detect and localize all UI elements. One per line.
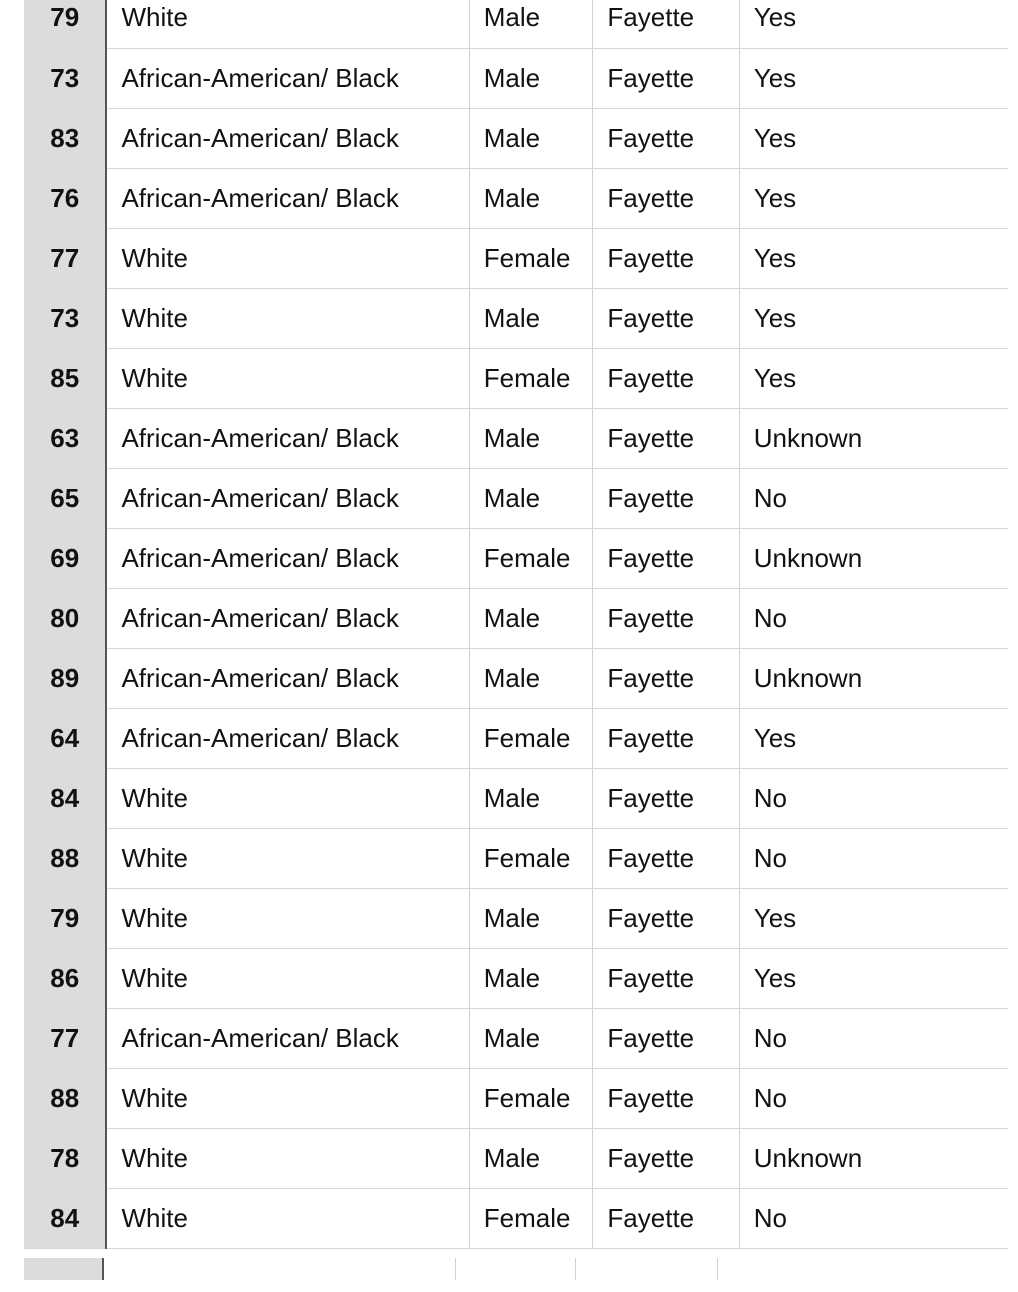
records-table: [24, 0, 1018, 1249]
table-row[interactable]: [24, 468, 1018, 528]
cell-sex[interactable]: Female: [469, 228, 593, 288]
cell-county[interactable]: Fayette: [593, 948, 739, 1008]
cell-vaccinated[interactable]: No: [739, 1068, 1018, 1128]
table-row[interactable]: [24, 1188, 1018, 1248]
cell-race[interactable]: African-American/ Black: [106, 48, 469, 108]
left-margin: [0, 0, 24, 1280]
cell-age[interactable]: 84: [24, 1188, 106, 1248]
cell-sex[interactable]: Male: [469, 288, 593, 348]
table-row[interactable]: [24, 1128, 1018, 1188]
cell-race[interactable]: White: [106, 1068, 469, 1128]
cell-county[interactable]: Fayette: [593, 228, 739, 288]
cell-sex[interactable]: Male: [469, 468, 593, 528]
cell-race[interactable]: White: [106, 1128, 469, 1188]
cell-sex[interactable]: Male: [469, 888, 593, 948]
cell-vaccinated[interactable]: Unknown: [739, 648, 1018, 708]
cell-age[interactable]: 65: [24, 468, 106, 528]
cell-vaccinated[interactable]: Yes: [739, 348, 1018, 408]
cell-sex[interactable]: Male: [469, 1008, 593, 1068]
cell-age[interactable]: 77: [24, 1008, 106, 1068]
cell-sex[interactable]: Female: [469, 828, 593, 888]
cell-vaccinated[interactable]: Unknown: [739, 1128, 1018, 1188]
cell-sex[interactable]: Male: [469, 768, 593, 828]
clipped-bottom-cell-flag: [718, 1258, 1002, 1280]
table-row[interactable]: [24, 1068, 1018, 1128]
cell-vaccinated[interactable]: Yes: [739, 288, 1018, 348]
cell-county[interactable]: Fayette: [593, 588, 739, 648]
cell-vaccinated[interactable]: Yes: [739, 228, 1018, 288]
cell-race[interactable]: African-American/ Black: [106, 708, 469, 768]
cell-race[interactable]: White: [106, 288, 469, 348]
cell-sex[interactable]: Female: [469, 1188, 593, 1248]
cell-race[interactable]: African-American/ Black: [106, 468, 469, 528]
cell-race[interactable]: African-American/ Black: [106, 1008, 469, 1068]
cell-age[interactable]: 80: [24, 588, 106, 648]
cell-sex[interactable]: Female: [469, 348, 593, 408]
cell-race[interactable]: White: [106, 228, 469, 288]
cell-sex[interactable]: Male: [469, 948, 593, 1008]
table-row[interactable]: [24, 0, 1018, 48]
cell-age[interactable]: 76: [24, 168, 106, 228]
cell-age[interactable]: 69: [24, 528, 106, 588]
cell-sex[interactable]: Female: [469, 1068, 593, 1128]
cell-vaccinated[interactable]: No: [739, 588, 1018, 648]
cell-race[interactable]: White: [106, 1188, 469, 1248]
cell-vaccinated[interactable]: Yes: [739, 0, 1018, 48]
cell-sex[interactable]: Male: [469, 0, 593, 48]
table-row[interactable]: [24, 168, 1018, 228]
cell-age[interactable]: 89: [24, 648, 106, 708]
cell-race[interactable]: White: [106, 0, 469, 48]
cell-age[interactable]: 79: [24, 0, 106, 48]
cell-race[interactable]: White: [106, 348, 469, 408]
cell-county[interactable]: Fayette: [593, 468, 739, 528]
cell-sex[interactable]: Male: [469, 588, 593, 648]
cell-county[interactable]: Fayette: [593, 888, 739, 948]
cell-race[interactable]: White: [106, 828, 469, 888]
clipped-bottom-cell-race: [104, 1258, 456, 1280]
cell-race[interactable]: African-American/ Black: [106, 168, 469, 228]
cell-county[interactable]: Fayette: [593, 528, 739, 588]
cell-vaccinated[interactable]: Unknown: [739, 408, 1018, 468]
cell-sex[interactable]: Male: [469, 168, 593, 228]
cell-age[interactable]: 79: [24, 888, 106, 948]
table-row[interactable]: [24, 768, 1018, 828]
table-row[interactable]: [24, 1008, 1018, 1068]
cell-county[interactable]: Fayette: [593, 1068, 739, 1128]
cell-vaccinated[interactable]: Yes: [739, 48, 1018, 108]
cell-county[interactable]: Fayette: [593, 408, 739, 468]
cell-vaccinated[interactable]: No: [739, 768, 1018, 828]
cell-race[interactable]: African-American/ Black: [106, 528, 469, 588]
cell-vaccinated[interactable]: Yes: [739, 108, 1018, 168]
cell-age[interactable]: 84: [24, 768, 106, 828]
cell-county[interactable]: Fayette: [593, 1008, 739, 1068]
cell-vaccinated[interactable]: Yes: [739, 168, 1018, 228]
table-row[interactable]: [24, 828, 1018, 888]
table-row[interactable]: [24, 48, 1018, 108]
table-row[interactable]: [24, 288, 1018, 348]
cell-vaccinated[interactable]: No: [739, 468, 1018, 528]
cell-race[interactable]: African-American/ Black: [106, 588, 469, 648]
cell-county[interactable]: Fayette: [593, 288, 739, 348]
table-row[interactable]: [24, 108, 1018, 168]
cell-vaccinated[interactable]: Unknown: [739, 528, 1018, 588]
cell-vaccinated[interactable]: Yes: [739, 888, 1018, 948]
cell-county[interactable]: Fayette: [593, 708, 739, 768]
clipped-bottom-cell-sex: [456, 1258, 576, 1280]
table-row[interactable]: [24, 588, 1018, 648]
cell-race[interactable]: White: [106, 948, 469, 1008]
table-row[interactable]: [24, 648, 1018, 708]
cell-race[interactable]: African-American/ Black: [106, 408, 469, 468]
clipped-bottom-row: [24, 1258, 1008, 1280]
cell-vaccinated[interactable]: Yes: [739, 948, 1018, 1008]
cell-sex[interactable]: Male: [469, 48, 593, 108]
cell-race[interactable]: White: [106, 888, 469, 948]
table-row[interactable]: [24, 228, 1018, 288]
cell-county[interactable]: Fayette: [593, 348, 739, 408]
cell-sex[interactable]: Male: [469, 1128, 593, 1188]
cell-county[interactable]: Fayette: [593, 1188, 739, 1248]
cell-age[interactable]: 63: [24, 408, 106, 468]
cell-age[interactable]: 86: [24, 948, 106, 1008]
cell-county[interactable]: Fayette: [593, 0, 739, 48]
cell-sex[interactable]: Male: [469, 108, 593, 168]
cell-county[interactable]: Fayette: [593, 1128, 739, 1188]
cell-age[interactable]: 73: [24, 288, 106, 348]
table-row[interactable]: [24, 348, 1018, 408]
clipped-bottom-cell-age: [24, 1258, 104, 1280]
cell-vaccinated[interactable]: No: [739, 1008, 1018, 1068]
cell-sex[interactable]: Male: [469, 408, 593, 468]
cell-sex[interactable]: Male: [469, 648, 593, 708]
cell-county[interactable]: Fayette: [593, 108, 739, 168]
cell-age[interactable]: 64: [24, 708, 106, 768]
cell-vaccinated[interactable]: No: [739, 828, 1018, 888]
cell-sex[interactable]: Female: [469, 528, 593, 588]
cell-county[interactable]: Fayette: [593, 48, 739, 108]
table-row[interactable]: [24, 528, 1018, 588]
cell-sex[interactable]: Female: [469, 708, 593, 768]
table-row[interactable]: [24, 888, 1018, 948]
cell-county[interactable]: Fayette: [593, 168, 739, 228]
cell-age[interactable]: 88: [24, 828, 106, 888]
cell-age[interactable]: 83: [24, 108, 106, 168]
cell-age[interactable]: 85: [24, 348, 106, 408]
cell-race[interactable]: African-American/ Black: [106, 648, 469, 708]
clipped-bottom-cell-county: [576, 1258, 718, 1280]
right-margin: [1008, 0, 1018, 1280]
table-row[interactable]: [24, 408, 1018, 468]
cell-age[interactable]: 77: [24, 228, 106, 288]
cell-county[interactable]: Fayette: [593, 828, 739, 888]
cell-race[interactable]: White: [106, 768, 469, 828]
cell-age[interactable]: 88: [24, 1068, 106, 1128]
cell-race[interactable]: African-American/ Black: [106, 108, 469, 168]
cell-age[interactable]: 78: [24, 1128, 106, 1188]
cell-age[interactable]: 73: [24, 48, 106, 108]
table-row[interactable]: [24, 708, 1018, 768]
cell-vaccinated[interactable]: No: [739, 1188, 1018, 1248]
cell-county[interactable]: Fayette: [593, 648, 739, 708]
cell-vaccinated[interactable]: Yes: [739, 708, 1018, 768]
cell-county[interactable]: Fayette: [593, 768, 739, 828]
table-row[interactable]: [24, 948, 1018, 1008]
